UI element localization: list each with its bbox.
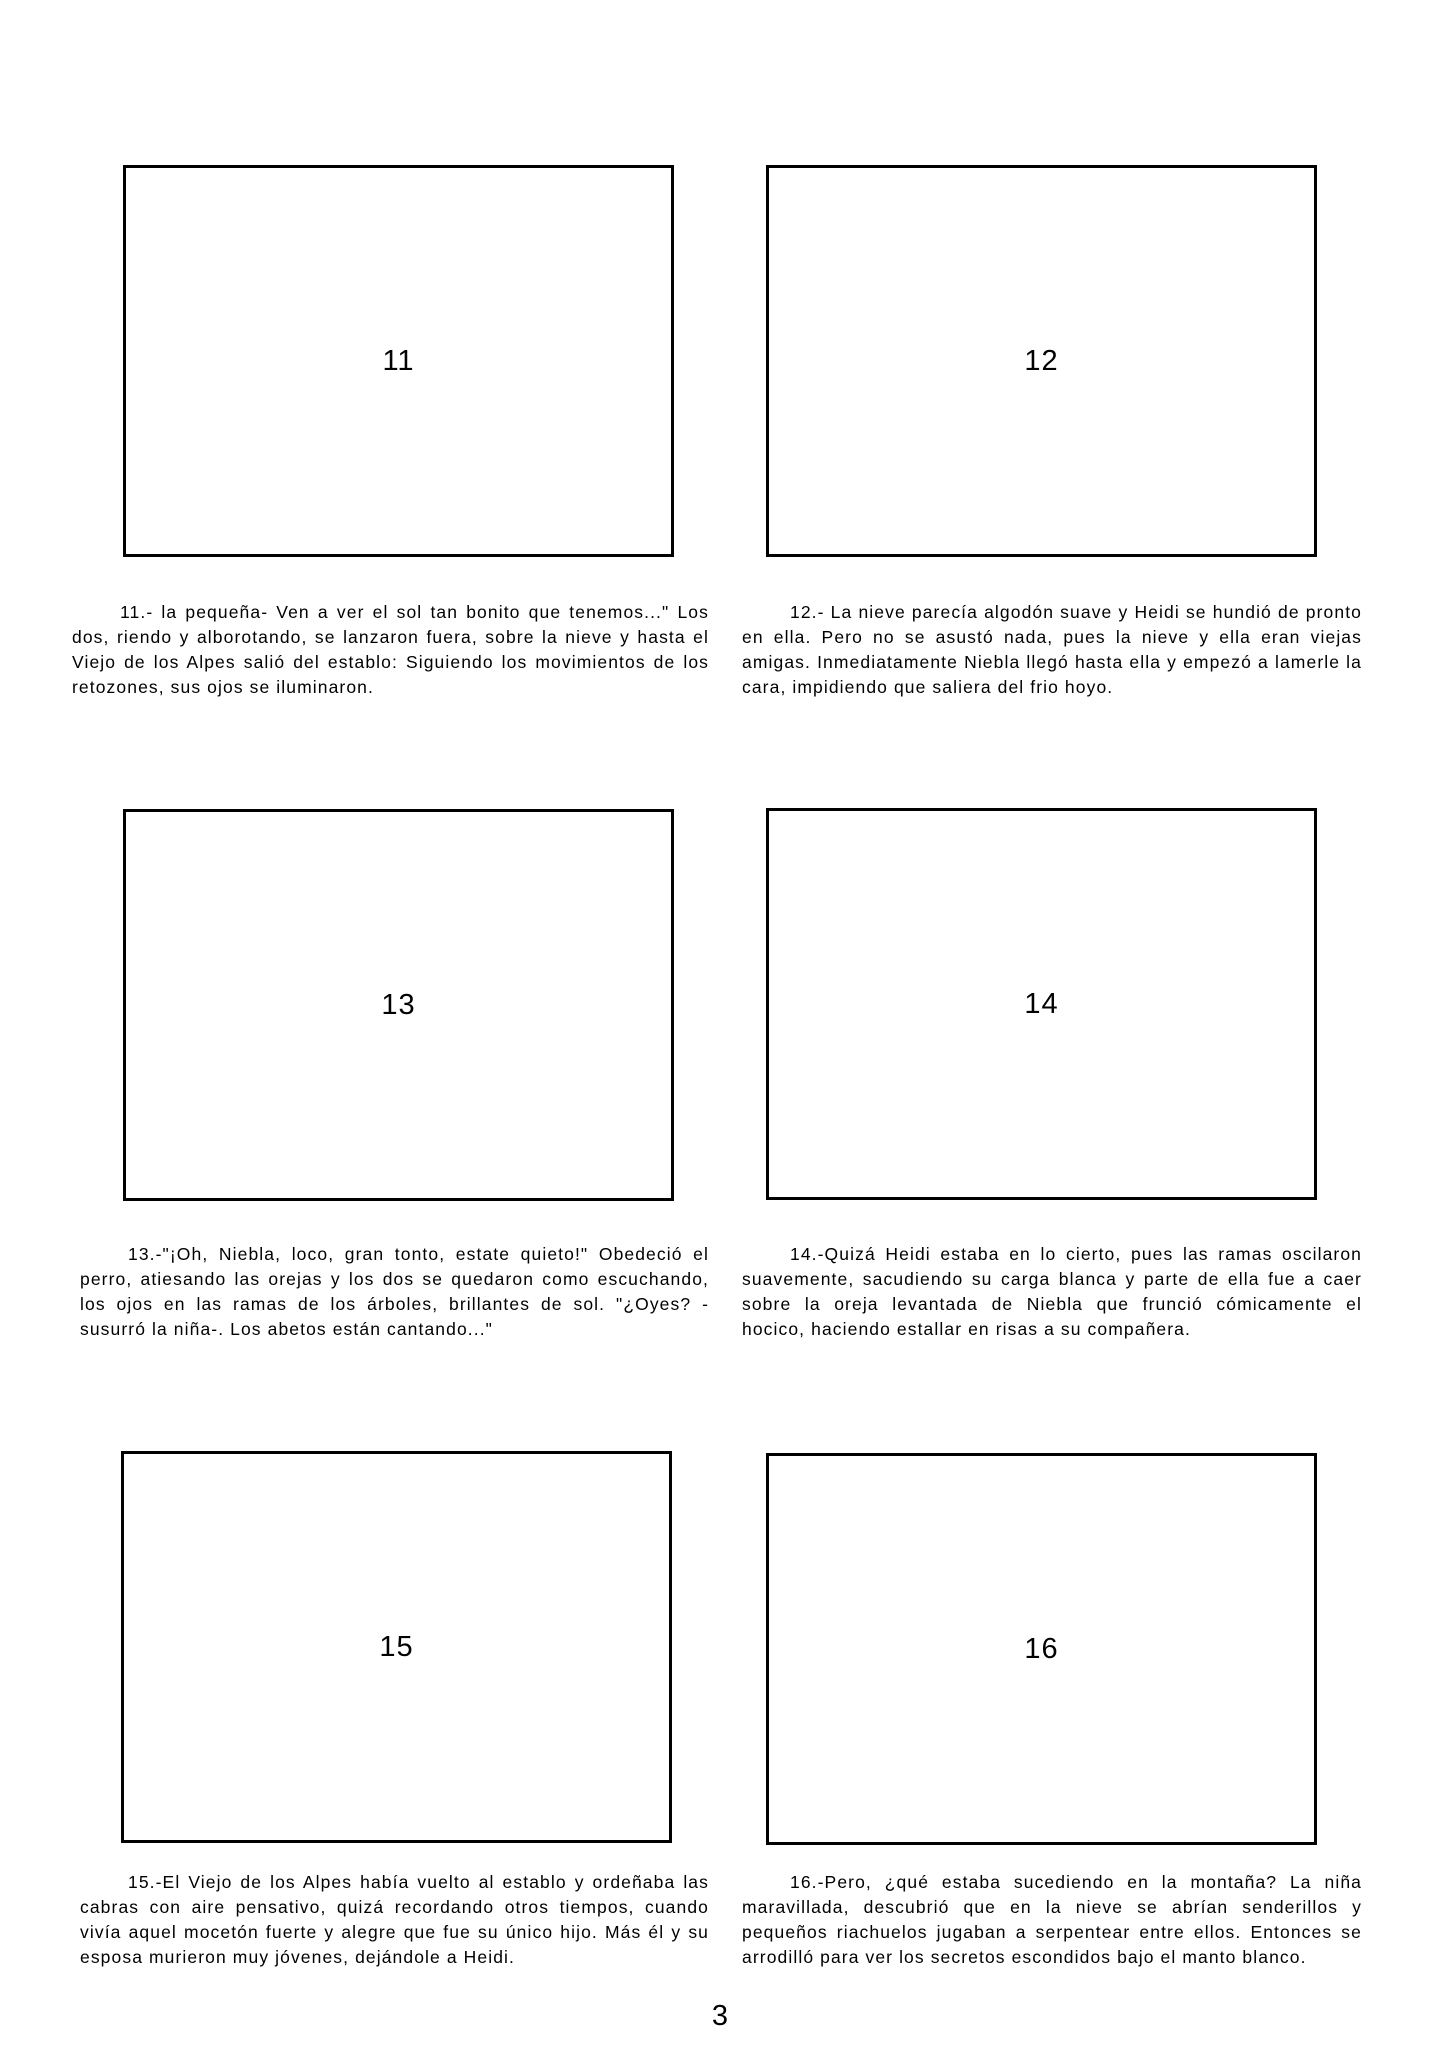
panel-number: 12: [1024, 344, 1059, 377]
panel-number: 13: [381, 988, 416, 1021]
panel-frame-11: [123, 165, 674, 557]
page-number: 3: [711, 2000, 729, 2032]
panel-caption-14: 14.-Quizá Heidi estaba en lo cierto, pues las ramas oscilaron suavemente, sacudiendo su carga blanca y parte de ella fue a caer sobre la oreja levantada de Niebla que frunció cómicamente el hocico, haciendo estallar en risas a su compañera.: [742, 1244, 1362, 1339]
panel-frame-13: [123, 809, 674, 1201]
panel-caption-12: 12.- La nieve parecía algodón suave y Heidi se hundió de pronto en ella. Pero no se asustó nada, pues la nieve y ella eran viejas amigas. Inmediatamente Niebla llegó hasta ella y empezó a lamerle la cara, impidiendo que saliera del frio hoyo.: [742, 602, 1362, 697]
panel-number: 11: [382, 344, 415, 377]
panel-number: 16: [1024, 1632, 1059, 1665]
panel-caption-16: 16.-Pero, ¿qué estaba sucediendo en la montaña? La niña maravillada, descubrió que en la nieve se abrían senderillos y pequeños riachuelos jugaban a serpentear entre ellos. Entonces se arrodilló para ver los secretos escondidos bajo el manto blanco.: [742, 1872, 1362, 1967]
panel-frame-16: [766, 1453, 1317, 1845]
panel-caption-11: 11.- la pequeña- Ven a ver el sol tan bonito que tenemos..." Los dos, riendo y alborotando, se lanzaron fuera, sobre la nieve y hasta el Viejo de los Alpes salió del establo: Siguiendo los movimientos de los retozones, sus ojos se iluminaron.: [72, 602, 709, 697]
panel-number: 14: [1024, 987, 1059, 1020]
panel-frame-15: [121, 1451, 672, 1843]
panel-number: 15: [379, 1630, 414, 1663]
panel-frame-14: [766, 808, 1317, 1200]
panel-caption-13: 13.-"¡Oh, Niebla, loco, gran tonto, estate quieto!" Obedeció el perro, atiesando las orejas y los dos se quedaron como escuchando, los ojos en las ramas de los árboles, brillantes de sol. "¿Oyes? -susurró la niña-. Los abetos están cantando...": [80, 1244, 709, 1339]
panel-frame-12: [766, 165, 1317, 557]
panel-caption-15: 15.-El Viejo de los Alpes había vuelto al establo y ordeñaba las cabras con aire pensativo, quizá recordando otros tiempos, cuando vivía aquel mocetón fuerte y alegre que fue su único hijo. Más él y su esposa murieron muy jóvenes, dejándole a Heidi.: [80, 1872, 709, 1967]
